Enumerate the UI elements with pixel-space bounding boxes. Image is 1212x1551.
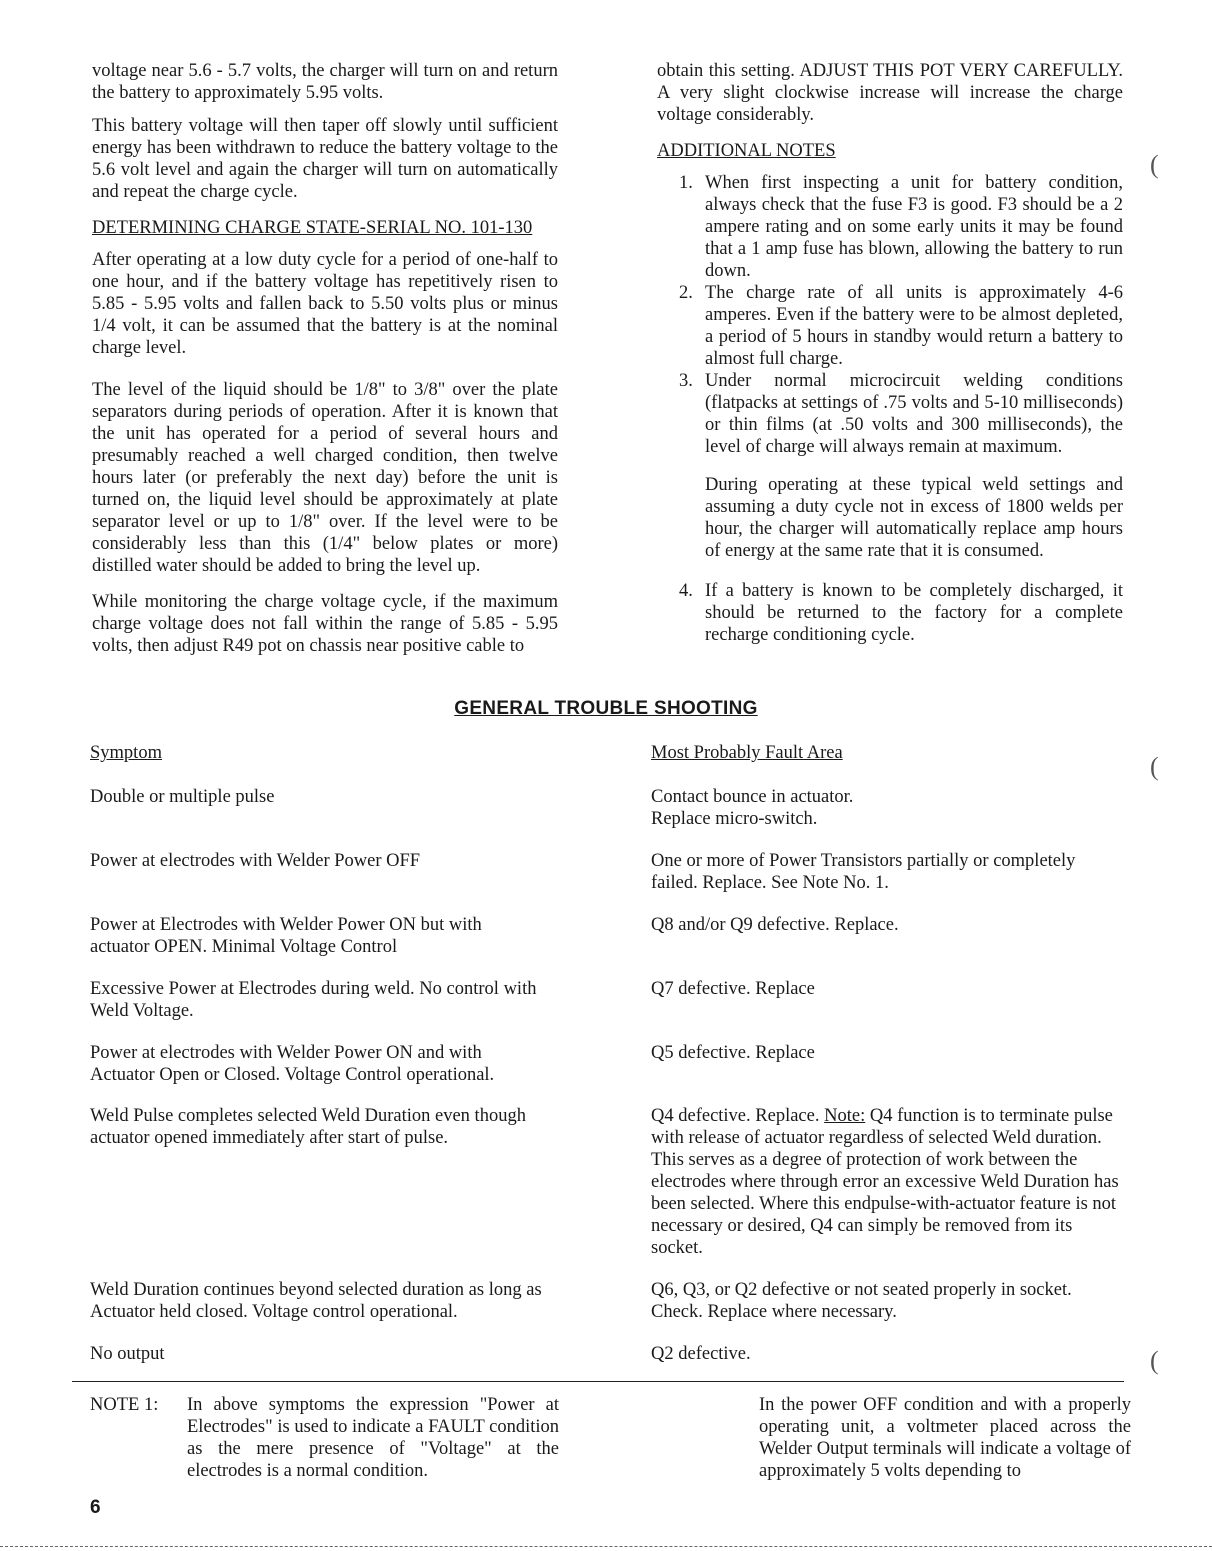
note-item xyxy=(657,282,1123,370)
note-text: If a battery is known to be completely discharged, it should be returned to the factory for a complete recharge conditioning cycle. xyxy=(705,581,1123,645)
symptom-cell: Power at electrodes with Welder Power OFF xyxy=(90,851,421,871)
fault-cell: Q2 defective. xyxy=(651,1344,751,1364)
fault-cell: Contact bounce in actuator. Replace micro-switch. xyxy=(651,787,854,829)
left-paragraph-5: While monitoring the charge voltage cycle, if the maximum charge voltage does not fall within the range of 5.85 - 5.95 volts, then adjust R49 pot on chassis near positive cable to xyxy=(92,592,558,656)
note-number: 2. xyxy=(679,283,693,303)
left-paragraph-3: After operating at a low duty cycle for a period of one-half to one hour, and if the battery voltage has repetitively risen to 5.85 - 5.95 volts and fallen back to 5.50 volts plus or minus 1/4 volt, it can be assumed that the battery is at the nominal charge level. xyxy=(92,250,558,358)
note-1-text: In above symptoms the expression "Power at Electrodes" is used to indicate a FAULT condition as the mere presence of "Voltage" at the electrodes is a normal condition. xyxy=(187,1395,559,1481)
note-number: 1. xyxy=(679,173,693,193)
note-text: Under normal microcircuit welding conditions (flatpacks at settings of .75 volts and 5-10 milliseconds) or thin films (at .50 volts and 300 milliseconds), the level of charge will always remain at maximum. xyxy=(705,371,1123,457)
note-text: When first inspecting a unit for battery condition, always check that the fuse F3 is good. F3 should be a 2 ampere rating and on some early units it may be found that a 1 amp fuse has blown, allowing the battery to run down. xyxy=(705,173,1123,281)
note-item xyxy=(657,370,1123,458)
divider-line xyxy=(72,1381,1124,1382)
fault-cell: One or more of Power Transistors partially or completely failed. Replace. See Note No. 1. xyxy=(651,851,1076,893)
symptom-cell: Weld Pulse completes selected Weld Duration even though actuator opened immediately after start of pulse. xyxy=(90,1106,526,1148)
note-number: 3. xyxy=(679,371,693,391)
fault-cell xyxy=(651,1105,1126,1259)
fault-header: Most Probably Fault Area xyxy=(651,743,843,763)
symptom-header: Symptom xyxy=(90,743,162,763)
fault-text: Q4 defective. Replace. xyxy=(651,1106,820,1126)
bottom-edge-line xyxy=(0,1546,1212,1547)
right-paragraph-1: obtain this setting. ADJUST THIS POT VERY CAREFULLY. A very slight clockwise increase will increase the charge voltage considerably. xyxy=(657,61,1123,125)
symptom-cell: Excessive Power at Electrodes during weld. No control with Weld Voltage. xyxy=(90,979,537,1021)
note-1-continuation: In the power OFF condition and with a properly operating unit, a voltmeter placed across the Welder Output terminals will indicate a voltage of approximately 5 volts depending to xyxy=(759,1395,1131,1481)
note-number: 4. xyxy=(679,581,693,601)
symptom-cell: Power at Electrodes with Welder Power ON but with actuator OPEN. Minimal Voltage Control xyxy=(90,915,482,957)
page-number: 6 xyxy=(90,1497,101,1518)
paren-mark: ( xyxy=(1150,752,1159,781)
symptom-cell: No output xyxy=(90,1344,165,1364)
note-text: The charge rate of all units is approximately 4-6 amperes. Even if the battery were to be almost depleted, a period of 5 hours in standby would return a battery to almost full charge. xyxy=(705,283,1123,369)
additional-notes-heading: ADDITIONAL NOTES xyxy=(657,141,836,161)
fault-cell: Q8 and/or Q9 defective. Replace. xyxy=(651,915,899,935)
left-paragraph-1: voltage near 5.6 - 5.7 volts, the charger will turn on and return the battery to approximately 5.95 volts. xyxy=(92,61,558,103)
paren-mark: ( xyxy=(1150,150,1159,179)
fault-note-label: Note: xyxy=(824,1106,866,1126)
left-paragraph-2: This battery voltage will then taper off slowly until sufficient energy has been withdrawn to reduce the battery voltage to the 5.6 volt level and again the charger will turn on automatically and repeat the charge cycle. xyxy=(92,116,558,202)
paren-mark: ( xyxy=(1150,1346,1159,1375)
note-1-label: NOTE 1: xyxy=(90,1395,159,1415)
charge-state-heading: DETERMINING CHARGE STATE-SERIAL NO. 101-130 xyxy=(92,218,533,238)
fault-cell: Q5 defective. Replace xyxy=(651,1043,815,1063)
note-item xyxy=(657,580,1123,646)
fault-note-text: Q4 function is to terminate pulse with release of actuator regardless of selected Weld duration. This serves as a degree of protection of work between the electrodes where through error an excessive Weld Duration has been selected. Where this endpulse-with-actuator feature is not necessary or desired, Q4 can simply be removed from its socket. xyxy=(651,1106,1119,1258)
right-column xyxy=(657,60,1123,646)
fault-cell: Q6, Q3, or Q2 defective or not seated properly in socket. Check. Replace where necessary. xyxy=(651,1280,1072,1322)
note-sub-container xyxy=(657,474,1123,562)
note-item xyxy=(657,172,1123,282)
left-paragraph-4: The level of the liquid should be 1/8" to 3/8" over the plate separators during periods of operation. After it is known that the unit has operated for a period of several hours and presumably reached a well charged condition, then twelve hours later (or preferably the next day) before the unit is turned on, the liquid level should be approximately at plate separator level or up to 1/8" over. If the level were to be considerably less than this (1/4" below plates or more) distilled water should be added to bring the level up. xyxy=(92,380,558,576)
additional-notes-list xyxy=(657,172,1123,646)
left-column xyxy=(92,60,558,668)
symptom-cell: Weld Duration continues beyond selected duration as long as Actuator held closed. Voltage control operational. xyxy=(90,1280,542,1322)
symptom-cell: Double or multiple pulse xyxy=(90,787,275,807)
section-title: GENERAL TROUBLE SHOOTING xyxy=(454,698,758,719)
symptom-cell: Power at electrodes with Welder Power ON and with Actuator Open or Closed. Voltage Control operational. xyxy=(90,1043,495,1085)
fault-cell: Q7 defective. Replace xyxy=(651,979,815,999)
note-3-subparagraph: During operating at these typical weld settings and assuming a duty cycle not in excess of 1800 welds per hour, the charger will automatically replace amp hours of energy at the same rate that it is consumed. xyxy=(705,475,1123,561)
